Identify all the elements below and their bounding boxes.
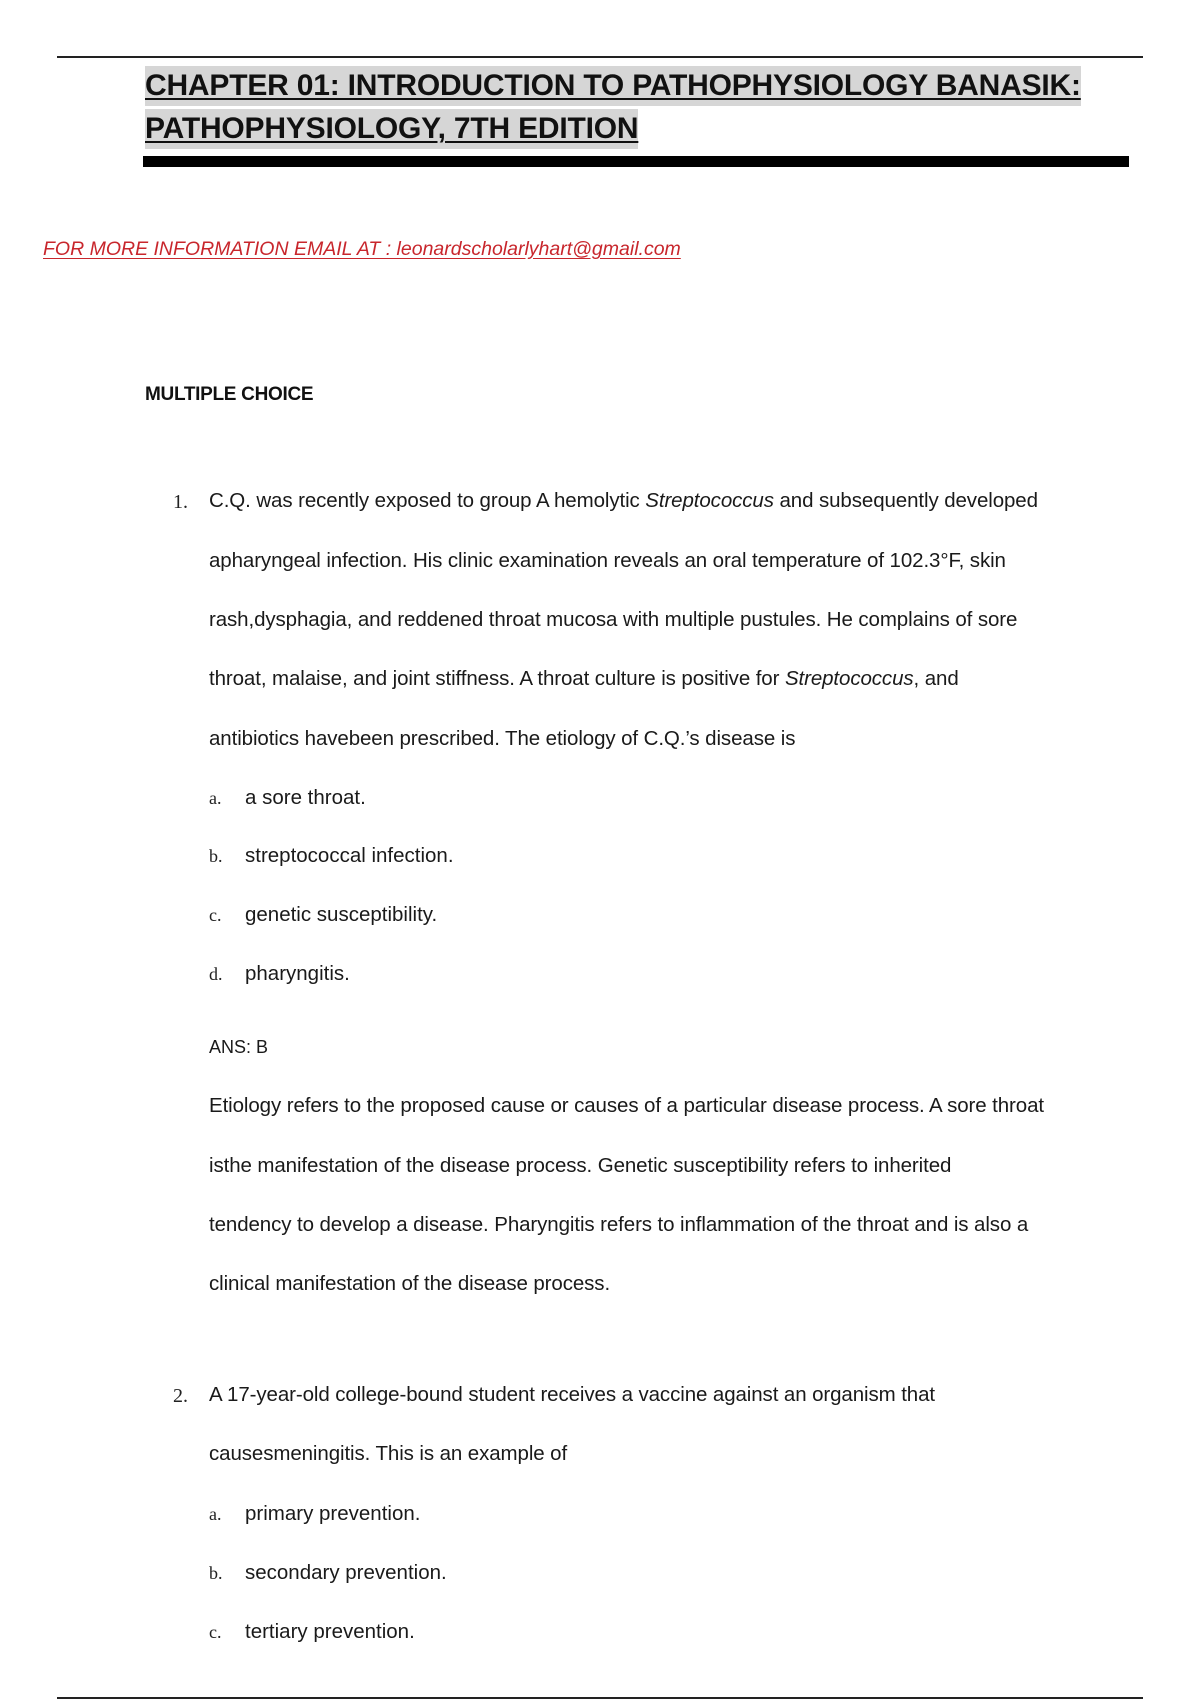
question-stem-line: rash,dysphagia, and reddened throat mucosa with multiple pustules. He complains of sore: [209, 608, 1018, 631]
question-number: 1.: [173, 491, 188, 513]
answer-option: primary prevention.: [245, 1502, 421, 1525]
answer-option: secondary prevention.: [245, 1561, 447, 1584]
option-letter: a.: [209, 1504, 222, 1524]
section-heading: MULTIPLE CHOICE: [145, 384, 314, 405]
question-stem-line: A 17-year-old college-bound student receives a vaccine against an organism that: [209, 1383, 935, 1406]
option-letter: d.: [209, 964, 223, 984]
title-line-2: PATHOPHYSIOLOGY, 7TH EDITION: [145, 109, 638, 149]
question-number: 2.: [173, 1385, 188, 1407]
answer-key: ANS: B: [209, 1037, 269, 1057]
option-letter: b.: [209, 846, 223, 866]
option-letter: b.: [209, 1563, 223, 1583]
contact-email-link[interactable]: FOR MORE INFORMATION EMAIL AT : leonardscholarlyhart@gmail.com: [43, 238, 681, 260]
rationale-line: Etiology refers to the proposed cause or causes of a particular disease process. A sore throat: [209, 1094, 1044, 1117]
question-stem-line: apharyngeal infection. His clinic examination reveals an oral temperature of 102.3°F, skin: [209, 549, 1006, 572]
answer-option: a sore throat.: [245, 786, 366, 809]
question-stem-line: C.Q. was recently exposed to group A hemolytic Streptococcus and subsequently developed: [209, 489, 1038, 512]
rationale-line: clinical manifestation of the disease process.: [209, 1272, 611, 1295]
answer-option: streptococcal infection.: [245, 844, 454, 867]
title-line-1: CHAPTER 01: INTRODUCTION TO PATHOPHYSIOLOGY BANASIK:: [145, 66, 1081, 106]
page-title: [145, 66, 1130, 149]
answer-option: tertiary prevention.: [245, 1620, 415, 1643]
question-stem-line: causesmeningitis. This is an example of: [209, 1442, 568, 1465]
top-rule: [57, 56, 1143, 58]
option-letter: c.: [209, 1622, 222, 1642]
question-stem-line: antibiotics havebeen prescribed. The etiology of C.Q.’s disease is: [209, 727, 796, 750]
answer-option: genetic susceptibility.: [245, 903, 438, 926]
option-letter: a.: [209, 788, 222, 808]
rationale-line: isthe manifestation of the disease process. Genetic susceptibility refers to inherited: [209, 1154, 952, 1177]
answer-option: pharyngitis.: [245, 962, 350, 985]
question-stem-line: throat, malaise, and joint stiffness. A throat culture is positive for Streptococcus, and: [209, 667, 959, 690]
title-underline-bar: [143, 156, 1129, 167]
rationale-line: tendency to develop a disease. Pharyngitis refers to inflammation of the throat and is also a: [209, 1213, 1029, 1236]
option-letter: c.: [209, 905, 222, 925]
bottom-rule: [57, 1697, 1143, 1699]
